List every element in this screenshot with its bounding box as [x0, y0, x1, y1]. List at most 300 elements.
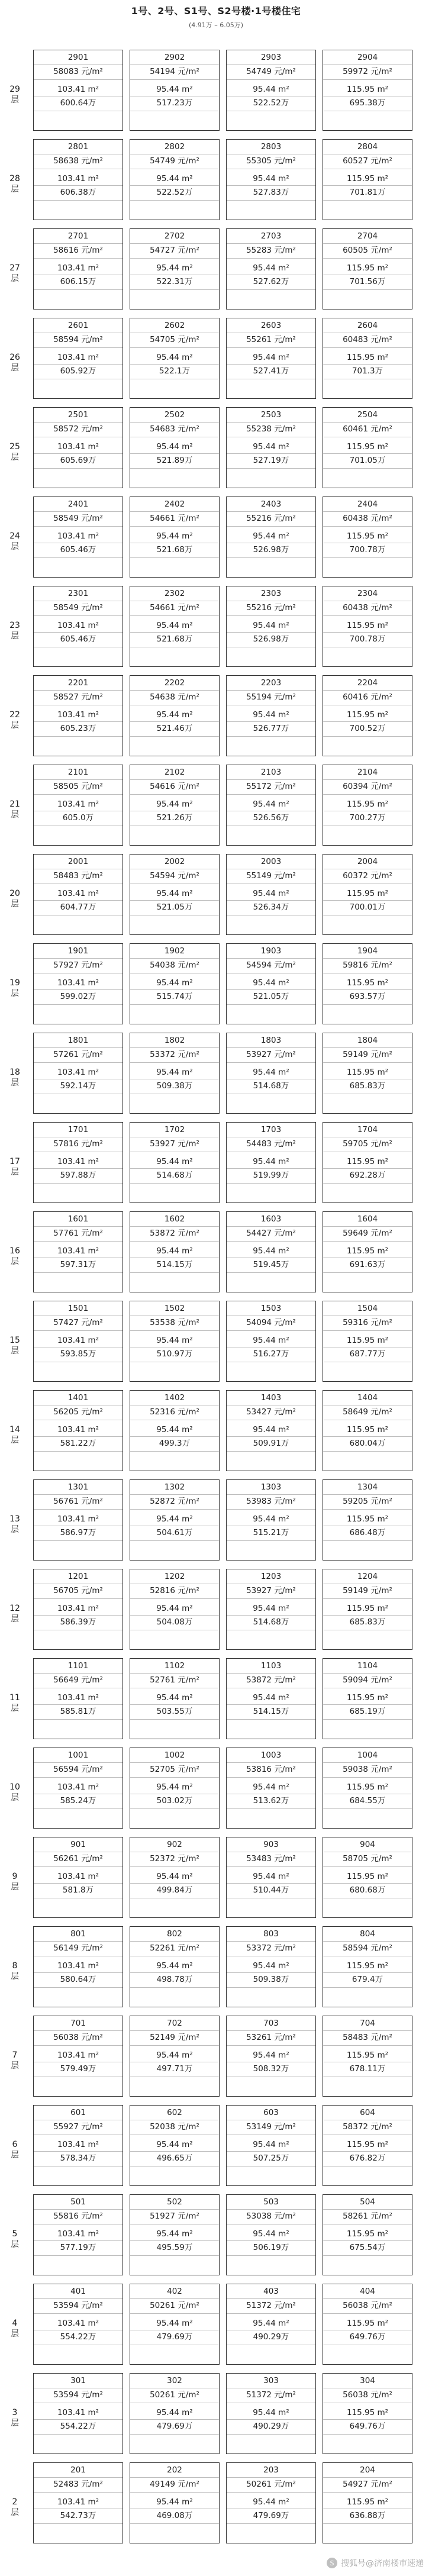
unit-total-price: 509.38万 [253, 1975, 289, 1984]
unit-number: 2101 [67, 768, 89, 777]
unit-price: 55816 元/m² [53, 2211, 103, 2221]
cell-divider [130, 989, 219, 990]
unit-number: 2601 [67, 321, 89, 330]
cell-divider [34, 289, 122, 290]
unit-area: 95.44 m² [156, 85, 193, 94]
unit-number: 201 [70, 2465, 86, 2475]
floor-label: 6层 [11, 2139, 19, 2160]
unit-number: 502 [167, 2197, 182, 2207]
cell-divider [130, 1941, 219, 1942]
unit-price: 58705 元/m² [343, 1854, 392, 1864]
unit-cell [130, 2016, 220, 2097]
unit-price: 58616 元/m² [53, 246, 103, 255]
unit-number: 2504 [357, 410, 378, 420]
unit-price: 58505 元/m² [53, 782, 103, 791]
unit-total-price: 700.78万 [349, 545, 386, 554]
floor-row [0, 1926, 432, 2016]
floor-label: 13层 [9, 1514, 20, 1534]
unit-area: 95.44 m² [253, 442, 289, 452]
cell-divider [34, 1436, 122, 1437]
unit-price: 54927 元/m² [343, 2480, 392, 2489]
floor-row [0, 1211, 432, 1301]
floor-label: 14层 [9, 1424, 20, 1445]
floor-label: 17层 [9, 1156, 20, 1177]
unit-area: 103.41 m² [57, 442, 99, 452]
unit-number: 401 [70, 2287, 86, 2296]
cell-divider [323, 1168, 412, 1169]
unit-number: 304 [360, 2376, 375, 2385]
unit-price: 52261 元/m² [150, 1943, 199, 1953]
cell-divider [130, 2477, 219, 2478]
floor-label: 24层 [9, 531, 20, 552]
cell-divider [323, 1004, 412, 1005]
cell-divider [323, 794, 412, 795]
unit-area: 115.95 m² [346, 2497, 389, 2507]
unit-area: 95.44 m² [253, 353, 289, 362]
cell-divider [227, 1673, 315, 1674]
unit-price: 56261 元/m² [53, 1854, 103, 1864]
unit-area: 95.44 m² [156, 2229, 193, 2239]
unit-total-price: 521.89万 [156, 456, 193, 465]
unit-total-price: 604.77万 [60, 902, 96, 912]
unit-total-price: 479.69万 [156, 2422, 193, 2431]
unit-area: 115.95 m² [346, 2408, 389, 2417]
cell-divider [323, 1808, 412, 1809]
cell-divider [130, 2255, 219, 2256]
unit-price: 53872 元/m² [150, 1229, 199, 1238]
unit-price: 59972 元/m² [343, 67, 392, 76]
unit-price: 54661 元/m² [150, 603, 199, 612]
unit-price: 56705 元/m² [53, 1586, 103, 1595]
cell-divider [323, 453, 412, 454]
unit-area: 95.44 m² [253, 2229, 289, 2239]
cell-divider [323, 200, 412, 201]
unit-number: 1104 [357, 1661, 378, 1671]
unit-number: 404 [360, 2287, 375, 2296]
unit-area: 103.41 m² [57, 1336, 99, 1345]
cell-divider [323, 2313, 412, 2314]
unit-cell [323, 1837, 412, 1918]
unit-number: 2704 [357, 231, 378, 241]
cell-divider [130, 1987, 219, 1988]
unit-number: 1302 [164, 1482, 185, 1492]
unit-area: 95.44 m² [253, 1961, 289, 1971]
cell-divider [323, 422, 412, 423]
unit-number: 2404 [357, 499, 378, 509]
unit-cell [323, 1033, 412, 1114]
cell-divider [227, 2240, 315, 2241]
cell-divider [34, 1598, 122, 1599]
unit-cell [323, 2016, 412, 2097]
unit-number: 2103 [260, 768, 282, 777]
cell-divider [130, 690, 219, 691]
unit-total-price: 469.08万 [156, 2511, 193, 2520]
unit-cell [130, 228, 220, 309]
unit-cell [130, 1837, 220, 1918]
unit-price: 52372 元/m² [150, 1854, 199, 1864]
unit-price: 54194 元/m² [150, 67, 199, 76]
unit-price: 54038 元/m² [150, 960, 199, 970]
cell-divider [227, 1062, 315, 1063]
unit-cell [226, 2284, 316, 2365]
cell-divider [34, 468, 122, 469]
cell-divider [34, 347, 122, 348]
unit-area: 115.95 m² [346, 621, 389, 630]
unit-area: 115.95 m² [346, 889, 389, 898]
unit-price: 56038 元/m² [343, 2390, 392, 2400]
unit-area: 95.44 m² [156, 978, 193, 988]
cell-divider [323, 2523, 412, 2524]
cell-divider [34, 2209, 122, 2210]
unit-price: 58527 元/m² [53, 692, 103, 702]
unit-total-price: 508.32万 [253, 2064, 289, 2074]
unit-area: 103.41 m² [57, 1246, 99, 1256]
unit-price: 59149 元/m² [343, 1050, 392, 1059]
cell-divider [34, 2255, 122, 2256]
unit-cell [226, 1033, 316, 1114]
cell-divider [227, 557, 315, 558]
unit-cell [323, 2462, 412, 2543]
cell-divider [323, 1941, 412, 1942]
unit-cell [226, 1479, 316, 1561]
cell-divider [130, 200, 219, 201]
floor-label: 7层 [11, 2050, 19, 2071]
unit-cell [323, 2373, 412, 2454]
unit-number: 2803 [260, 142, 282, 151]
unit-number: 1304 [357, 1482, 378, 1492]
unit-area: 95.44 m² [253, 1604, 289, 1613]
floor-label: 10层 [9, 1782, 20, 1803]
unit-cell [33, 1479, 123, 1561]
cell-divider [34, 1183, 122, 1184]
unit-area: 115.95 m² [346, 1068, 389, 1077]
floor-label: 22层 [9, 710, 20, 730]
unit-total-price: 497.71万 [156, 2064, 193, 2074]
unit-price: 59038 元/m² [343, 1765, 392, 1774]
unit-number: 2901 [67, 53, 89, 62]
cell-divider [323, 958, 412, 959]
unit-price: 52816 元/m² [150, 1586, 199, 1595]
floor-row [0, 1658, 432, 1748]
cell-divider [323, 347, 412, 348]
unit-area: 115.95 m² [346, 2319, 389, 2328]
floor-label: 16层 [9, 1246, 20, 1266]
unit-number: 2902 [164, 53, 185, 62]
unit-cell [33, 50, 123, 131]
cell-divider [227, 79, 315, 80]
cell-divider [130, 958, 219, 959]
unit-price: 58594 元/m² [53, 335, 103, 344]
unit-number: 1701 [67, 1125, 89, 1134]
price-range: (4.91万 – 6.05万) [188, 21, 244, 29]
unit-area: 95.44 m² [253, 1782, 289, 1792]
unit-area: 95.44 m² [156, 1157, 193, 1166]
cell-divider [227, 1866, 315, 1867]
cell-divider [34, 1062, 122, 1063]
cell-divider [323, 2240, 412, 2241]
unit-cell [226, 1211, 316, 1292]
unit-total-price: 527.62万 [253, 277, 289, 286]
unit-area: 115.95 m² [346, 85, 389, 94]
unit-number: 2302 [164, 589, 185, 598]
unit-area: 95.44 m² [156, 353, 193, 362]
unit-price: 60483 元/m² [343, 335, 392, 344]
unit-total-price: 581.22万 [60, 1439, 96, 1448]
unit-cell [226, 139, 316, 220]
unit-price: 60416 元/m² [343, 692, 392, 702]
unit-total-price: 701.56万 [349, 277, 386, 286]
sohu-logo-icon: S [327, 2558, 337, 2568]
unit-total-price: 579.49万 [60, 2064, 96, 2074]
unit-price: 60394 元/m² [343, 782, 392, 791]
unit-price: 55927 元/m² [53, 2122, 103, 2132]
cell-divider [34, 1540, 122, 1541]
unit-cell [226, 318, 316, 399]
unit-number: 2301 [67, 589, 89, 598]
unit-price: 60438 元/m² [343, 603, 392, 612]
unit-cell [130, 1033, 220, 1114]
unit-cell [130, 1658, 220, 1739]
unit-number: 2402 [164, 499, 185, 509]
unit-area: 103.41 m² [57, 263, 99, 273]
cell-divider [130, 1330, 219, 1331]
unit-price: 58549 元/m² [53, 514, 103, 523]
unit-cell [33, 1211, 123, 1292]
cell-divider [130, 364, 219, 365]
cell-divider [227, 2313, 315, 2314]
cell-divider [323, 2477, 412, 2478]
unit-price: 58261 元/m² [343, 2211, 392, 2221]
unit-area: 115.95 m² [346, 1425, 389, 1434]
unit-price: 56038 元/m² [343, 2301, 392, 2310]
unit-number: 902 [167, 1840, 182, 1849]
unit-total-price: 678.11万 [349, 2064, 386, 2074]
unit-number: 2401 [67, 499, 89, 509]
cell-divider [130, 1719, 219, 1720]
unit-price: 59205 元/m² [343, 1497, 392, 1506]
unit-number: 2104 [357, 768, 378, 777]
unit-area: 95.44 m² [253, 1336, 289, 1345]
cell-divider [34, 900, 122, 901]
unit-price: 53927 元/m² [246, 1586, 296, 1595]
unit-number: 303 [263, 2376, 279, 2385]
unit-area: 95.44 m² [156, 621, 193, 630]
unit-price: 54427 元/m² [246, 1229, 296, 1238]
cell-divider [130, 721, 219, 722]
watermark [327, 2557, 424, 2569]
cell-divider [323, 258, 412, 259]
unit-number: 2102 [164, 768, 185, 777]
unit-cell [33, 1033, 123, 1114]
unit-number: 1902 [164, 946, 185, 956]
unit-cell [33, 318, 123, 399]
unit-cell [33, 2284, 123, 2365]
unit-area: 95.44 m² [156, 1246, 193, 1256]
unit-cell [130, 1926, 220, 2007]
unit-total-price: 514.15万 [253, 1707, 289, 1716]
unit-total-price: 605.23万 [60, 724, 96, 733]
unit-total-price: 514.68万 [253, 1081, 289, 1091]
unit-number: 601 [70, 2108, 86, 2117]
unit-total-price: 691.63万 [349, 1260, 386, 1269]
unit-cell [226, 50, 316, 131]
floor-label: 28层 [9, 173, 20, 194]
unit-area: 115.95 m² [346, 2051, 389, 2060]
unit-number: 1804 [357, 1036, 378, 1045]
floor-row [0, 139, 432, 228]
cell-divider [227, 1777, 315, 1778]
cell-divider [227, 2030, 315, 2031]
cell-divider [34, 2492, 122, 2493]
cell-divider [130, 1004, 219, 1005]
floor-label: 8层 [11, 1961, 19, 1981]
unit-total-price: 519.45万 [253, 1260, 289, 1269]
unit-area: 95.44 m² [156, 1425, 193, 1434]
cell-divider [130, 2240, 219, 2241]
unit-number: 1101 [67, 1661, 89, 1671]
floor-label: 9层 [11, 1871, 19, 1892]
unit-number: 1603 [260, 1214, 282, 1224]
unit-total-price: 509.38万 [156, 1081, 193, 1091]
unit-number: 801 [70, 1929, 86, 1939]
cell-divider [323, 1183, 412, 1184]
cell-divider [227, 2477, 315, 2478]
floor-row [0, 586, 432, 675]
cell-divider [34, 2523, 122, 2524]
cell-divider [130, 2151, 219, 2152]
cell-divider [34, 1451, 122, 1452]
cell-divider [130, 1540, 219, 1541]
unit-number: 2001 [67, 857, 89, 866]
cell-divider [323, 1598, 412, 1599]
unit-price: 50261 元/m² [150, 2301, 199, 2310]
unit-cell [130, 765, 220, 846]
cell-divider [130, 779, 219, 780]
unit-number: 1502 [164, 1304, 185, 1313]
unit-cell [226, 2016, 316, 2097]
cell-divider [323, 1762, 412, 1763]
unit-area: 103.41 m² [57, 85, 99, 94]
unit-price: 54594 元/m² [246, 960, 296, 970]
unit-number: 1904 [357, 946, 378, 956]
floor-row [0, 1301, 432, 1390]
unit-total-price: 700.01万 [349, 902, 386, 912]
unit-price: 57761 元/m² [53, 1229, 103, 1238]
cell-divider [130, 900, 219, 901]
unit-cell [130, 1301, 220, 1382]
unit-price: 59649 元/m² [343, 1229, 392, 1238]
unit-area: 95.44 m² [156, 799, 193, 809]
cell-divider [130, 2045, 219, 2046]
unit-total-price: 578.34万 [60, 2153, 96, 2163]
unit-area: 115.95 m² [346, 531, 389, 541]
cell-divider [227, 2209, 315, 2210]
unit-total-price: 542.73万 [60, 2511, 96, 2520]
cell-divider [227, 736, 315, 737]
cell-divider [34, 2313, 122, 2314]
unit-cell [323, 2194, 412, 2275]
unit-cell [33, 675, 123, 756]
unit-cell [323, 1748, 412, 1829]
unit-total-price: 692.28万 [349, 1171, 386, 1180]
floor-label: 23层 [9, 620, 20, 641]
unit-number: 802 [167, 1929, 182, 1939]
cell-divider [130, 2313, 219, 2314]
unit-total-price: 700.27万 [349, 813, 386, 823]
unit-number: 903 [263, 1840, 279, 1849]
unit-price: 59316 元/m² [343, 1318, 392, 1327]
unit-area: 103.41 m² [57, 2140, 99, 2149]
unit-number: 701 [70, 2019, 86, 2028]
unit-total-price: 680.04万 [349, 1439, 386, 1448]
cell-divider [227, 2492, 315, 2493]
cell-divider [227, 347, 315, 348]
unit-number: 503 [263, 2197, 279, 2207]
unit-cell [130, 2194, 220, 2275]
unit-number: 2403 [260, 499, 282, 509]
unit-number: 1703 [260, 1125, 282, 1134]
cell-divider [227, 958, 315, 959]
unit-total-price: 693.57万 [349, 992, 386, 1001]
cell-divider [130, 1673, 219, 1674]
unit-cell [33, 1301, 123, 1382]
unit-cell [33, 1926, 123, 2007]
cell-divider [227, 185, 315, 186]
unit-cell [226, 854, 316, 935]
unit-total-price: 509.91万 [253, 1439, 289, 1448]
unit-total-price: 695.38万 [349, 98, 386, 108]
unit-total-price: 517.23万 [156, 98, 193, 108]
cell-divider [130, 468, 219, 469]
unit-area: 95.44 m² [253, 2408, 289, 2417]
cell-divider [130, 2209, 219, 2210]
unit-area: 103.41 m² [57, 174, 99, 183]
cell-divider [130, 185, 219, 186]
cell-divider [34, 526, 122, 527]
unit-price: 59816 元/m² [343, 960, 392, 970]
unit-cell [323, 854, 412, 935]
cell-divider [323, 1062, 412, 1063]
unit-number: 1401 [67, 1393, 89, 1403]
unit-number: 2004 [357, 857, 378, 866]
unit-price: 50261 元/m² [150, 2390, 199, 2400]
unit-area: 95.44 m² [156, 174, 193, 183]
cell-divider [130, 1047, 219, 1048]
cell-divider [323, 1509, 412, 1510]
unit-area: 103.41 m² [57, 1157, 99, 1166]
unit-cell [226, 1390, 316, 1471]
unit-area: 95.44 m² [156, 2497, 193, 2507]
unit-number: 1702 [164, 1125, 185, 1134]
unit-total-price: 527.83万 [253, 188, 289, 197]
unit-cell [130, 586, 220, 667]
unit-area: 103.41 m² [57, 621, 99, 630]
cell-divider [34, 2045, 122, 2046]
cell-divider [227, 2434, 315, 2435]
unit-price: 52038 元/m² [150, 2122, 199, 2132]
unit-price: 58549 元/m² [53, 603, 103, 612]
floor-label: 4层 [11, 2318, 19, 2339]
unit-number: 1504 [357, 1304, 378, 1313]
floor-label: 19层 [9, 978, 20, 998]
unit-cell [226, 1837, 316, 1918]
floor-row [0, 1837, 432, 1926]
unit-price: 58083 元/m² [53, 67, 103, 76]
cell-divider [34, 958, 122, 959]
unit-area: 95.44 m² [156, 889, 193, 898]
unit-total-price: 679.4万 [352, 1975, 383, 1984]
unit-total-price: 685.83万 [349, 1081, 386, 1091]
